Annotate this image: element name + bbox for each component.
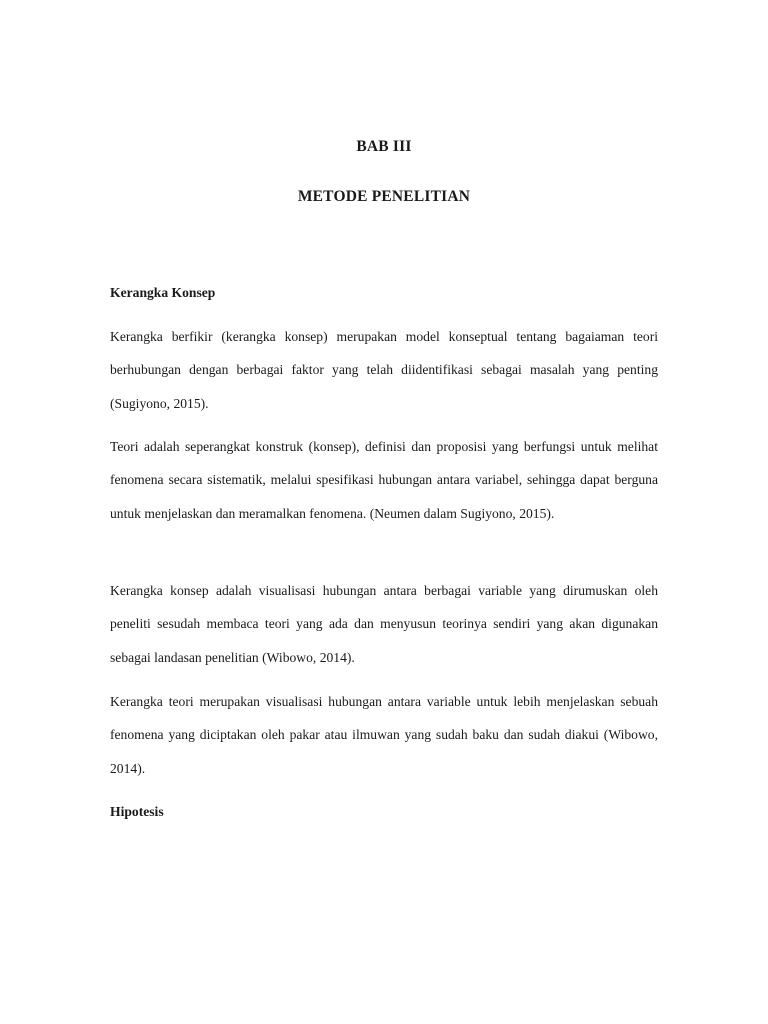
section-heading-hipotesis: Hipotesis [110,804,164,819]
paragraph: Teori adalah seperangkat konstruk (konsep), definisi dan proposisi yang berfungsi untuk melihat fenomena secara sistematik, melalui spesifikasi hubungan antara variabel, sehingga dapat berguna untuk menjelaskan dan meramalkan fenomena. (Neumen dalam Sugiyono, 2015). [110,439,658,521]
paragraph: Kerangka teori merupakan visualisasi hubungan antara variable untuk lebih menjelaskan sebuah fenomena yang diciptakan oleh pakar atau ilmuwan yang sudah baku dan sudah diakui (Wibowo, 2014). [110,694,658,776]
paragraph: Kerangka berfikir (kerangka konsep) merupakan model konseptual tentang bagaiaman teori berhubungan dengan berbagai faktor yang telah diidentifikasi sebagai masalah yang penting (Sugiyono, 2015). [110,329,658,411]
chapter-title: METODE PENELITIAN [297,188,471,205]
paragraph: Kerangka konsep adalah visualisasi hubungan antara berbagai variable yang dirumuskan oleh peneliti sesudah membaca teori yang ada dan menyusun teorinya sendiri yang akan digunakan sebagai landasan penelitian (Wibowo, 2014). [110,583,658,665]
section-heading-kerangka-konsep: Kerangka Konsep [110,285,216,300]
chapter-number: BAB III [356,138,412,155]
